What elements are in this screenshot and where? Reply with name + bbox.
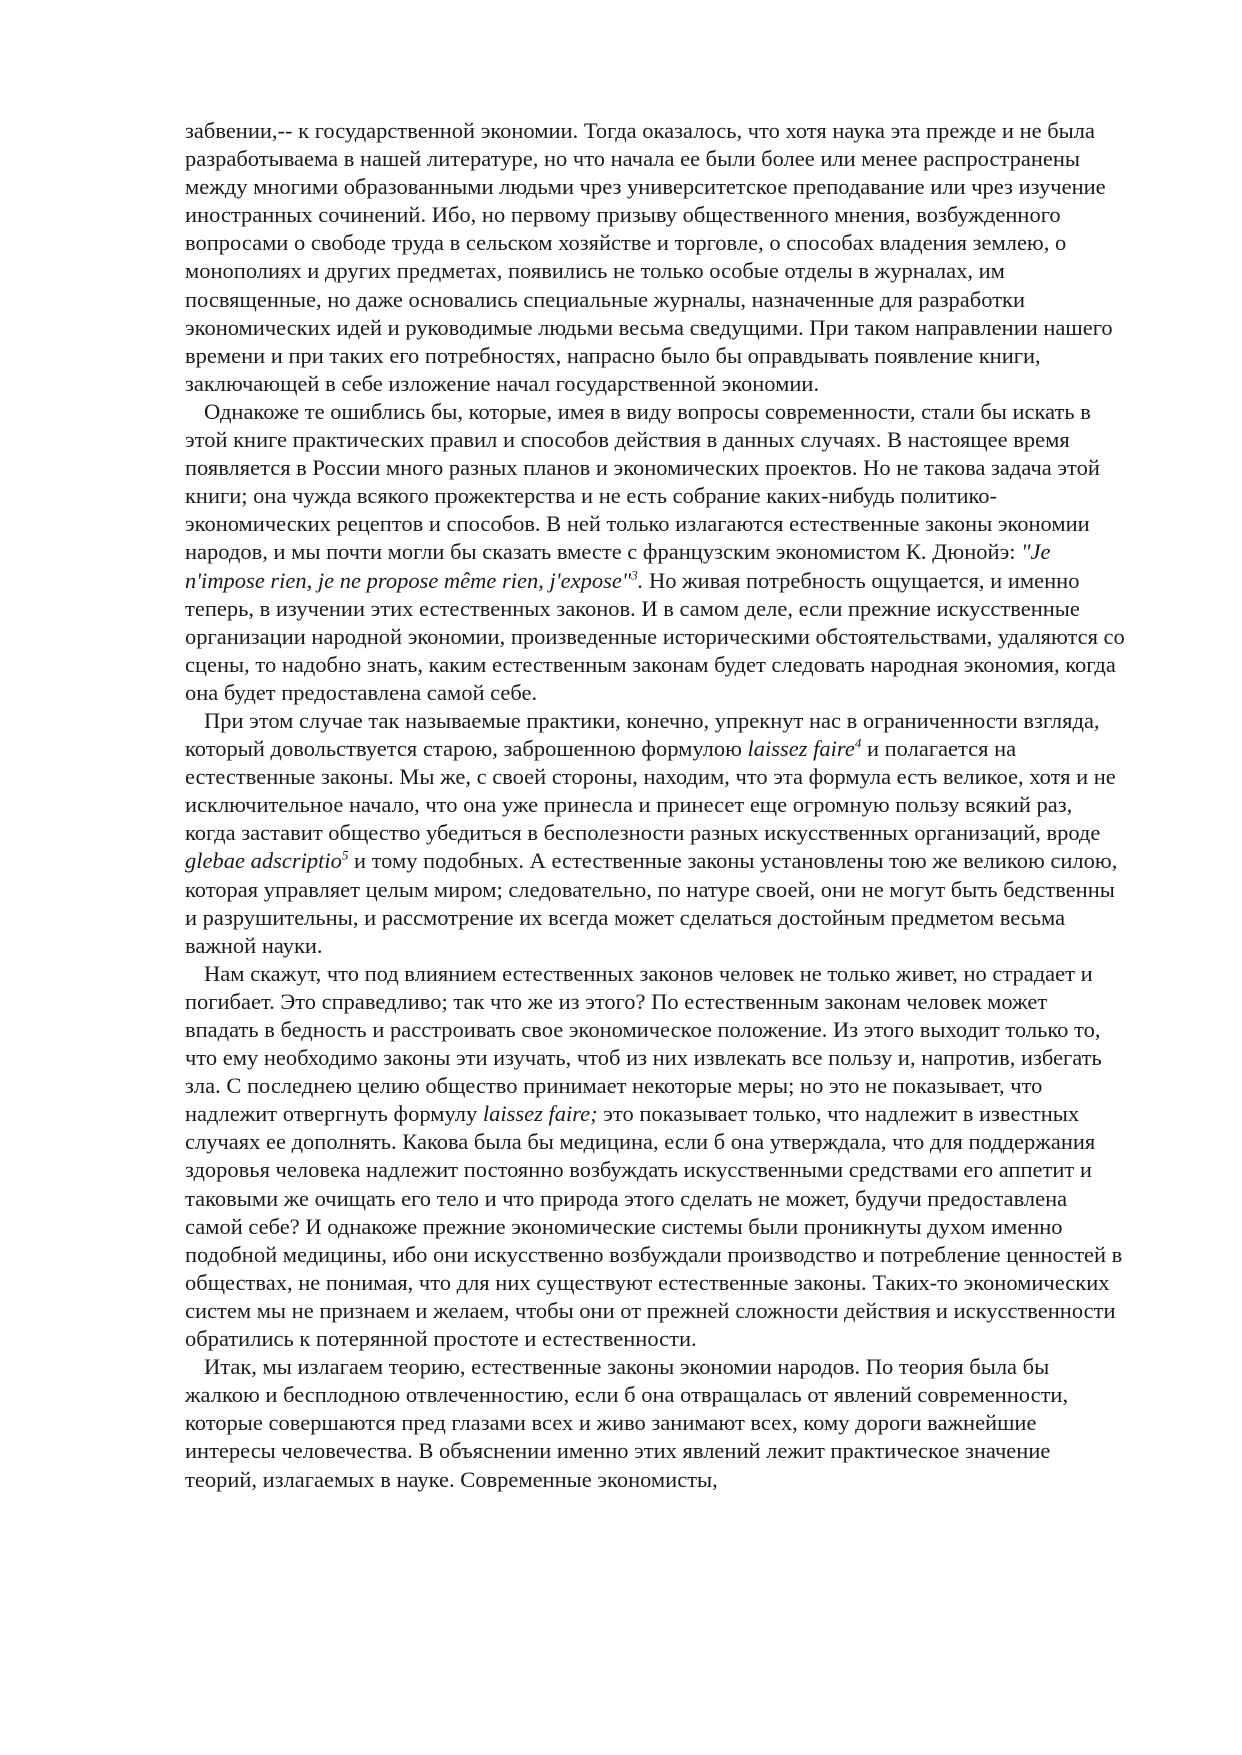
term-laissez-faire-2: laissez faire; (482, 1101, 598, 1127)
paragraph-2-text-a: Однакоже те ошиблись бы, которые, имея в виду вопросы современности, стали бы искать в этой книге практических правил и способов действия в данных случаях. В настоящее время появляется в России много разных планов и экономических проектов. Но не такова задача этой книги; она чужда всякого прожектерства и не есть собрание каких-нибудь политико-экономических рецептов и способов. В ней только излагаются естественные законы экономии народов, и мы почти могли бы сказать вместе с французским экономистом К. Дюнойэ: (185, 398, 1100, 565)
paragraph-1: забвении,-- к государственной экономии. Тогда оказалось, что хотя наука эта прежде и не была разработываема в нашей литературе, но что начала ее были более или менее распространены между многими образованными людьми чрез университетское преподавание или чрез изучение иностранных сочинений. Ибо, но первому призыву общественного мнения, возбужденного вопросами о свободе труда в сельском хозяйстве и торговле, о способах владения землею, о монополиях и других предметах, появились не только особые отделы в журналах, им посвященные, но даже основались специальные журналы, назначенные для разработки экономических идей и руководимые людьми весьма сведущими. При таком направлении нашего времени и при таких его потребностях, напрасно было бы оправдывать появление книги, заключающей в себе изложение начал государственной экономии. (185, 118, 1113, 396)
paragraph-3-text-a: При этом случае так называемые практики, конечно, упрекнут нас в ограниченности взгляда, который довольствуется старою, заброшенною формулою (185, 707, 1100, 762)
paragraph-2 (185, 398, 1125, 707)
footnote-3-marker[interactable]: 3 (631, 567, 638, 582)
paragraph-5: Итак, мы излагаем теорию, естественные законы экономии народов. По теория была бы жалкою и бесплодною отвлеченностию, если б она отвращалась от явлений современности, которые совершаются пред глазами всех и живо занимают всех, кому дороги важнейшие интересы человечества. В объяснении именно этих явлений лежит практическое значение теорий, излагаемых в науке. Современные экономисты, (185, 1354, 1069, 1492)
paragraph-4 (185, 960, 1125, 1353)
paragraph-3 (185, 707, 1125, 960)
term-laissez-faire: laissez faire (747, 736, 855, 762)
paragraph-2-text-b: Но живая потребность ощущается, и именно теперь, в изучении этих естественных законов. И в самом деле, если прежние искусственные организации народной экономии, произведенные историческими обстоятельствами, удаляются со сцены, то надобно знать, каким естественным законам будет следовать народная экономия, когда она будет предоставлена самой себе. (185, 567, 1125, 705)
paragraph-3-text-b: и полагается на естественные законы. Мы же, с своей стороны, находим, что эта формула есть великое, хотя и не исключительное начало, что она уже принесла и принесет еще огромную пользу всякий раз, когда заставит общество убедиться в бесполезности разных искусственных организаций, вроде (185, 736, 1116, 846)
footnote-5-marker[interactable]: 5 (341, 847, 349, 863)
paragraph-3-text-c: и тому подобных. А естественные законы установлены тою же великою силою, которая управляет целым миром; следовательно, по натуре своей, они не могут быть бедственны и разрушительны, и рассмотрение их всегда может сделаться достойным предметом весьма важной науки. (185, 848, 1118, 958)
dunoyer-quote: "Je n'impose rien, je ne propose même rien, j'expose" (185, 539, 1051, 593)
paragraph-4-text-a: Нам скажут, что под влиянием естественных законов человек не только живет, но страдает и погибает. Это справедливо; так что же из этого? По естественным законам человек может впадать в бедность и расстроивать свое экономическое положение. Из этого выходит только то, что ему необходимо законы эти изучать, чтоб из них извлекать все пользу и, напротив, избегать зла. С последнею целию общество принимает некоторые меры; но это не показывает, что надлежит отвергнуть формулу (185, 960, 1102, 1127)
footnote-4-marker[interactable]: 4 (854, 735, 862, 751)
paragraph-4-text-b: это показывает только, что надлежит в известных случаях ее дополнять. Какова была бы медицина, если б она утверждала, что для поддержания здоровья человека надлежит постоянно возбуждать искусственными средствами его аппетит и таковыми же очищать его тело и что природа этого сделать не может, будучи предоставлена самой себе? И однакоже прежние экономические системы были проникнуты духом именно подобной медицины, ибо они искусственно возбуждали производство и потребление ценностей в обществах, не понимая, что для них существуют естественные законы. Таких-то экономических систем мы не признаем и желаем, чтобы они от прежней сложности действия и искусственности обратились к потерянной простоте и естественности. (185, 1101, 1123, 1352)
body-text (185, 117, 1125, 1494)
term-glebae-adscriptio: glebae adscriptio (185, 848, 342, 874)
quote-period: . (637, 567, 644, 593)
